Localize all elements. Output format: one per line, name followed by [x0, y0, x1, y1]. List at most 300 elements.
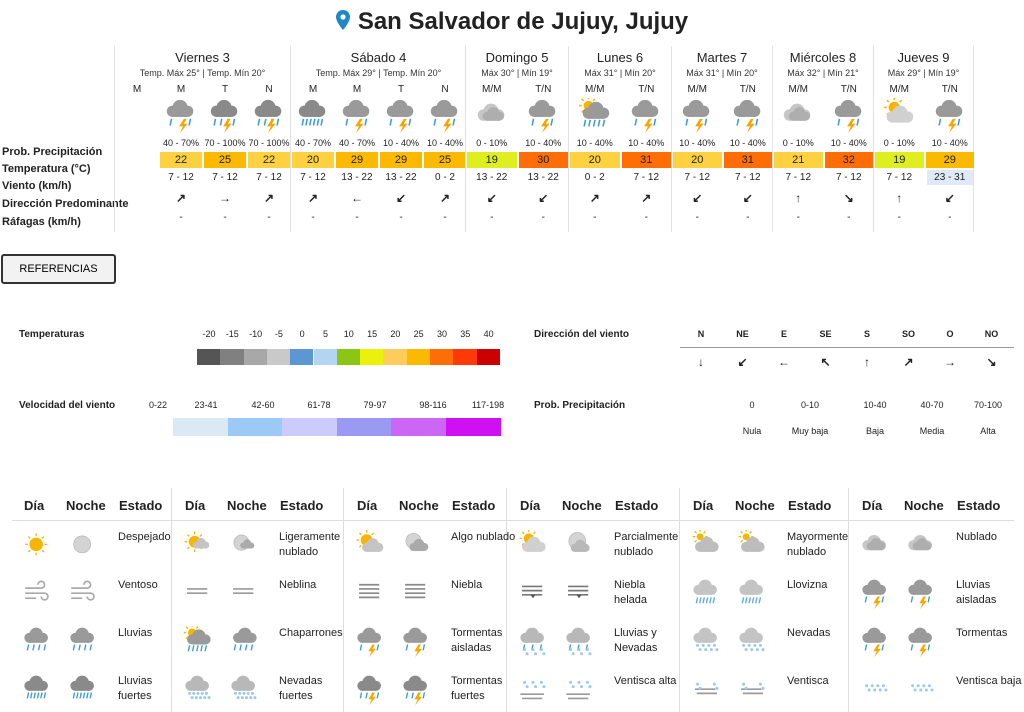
rain-icon [66, 626, 100, 658]
wind-tick: 79-97 [363, 400, 387, 410]
temp-tick: 30 [436, 329, 447, 339]
period-label: T/N [638, 84, 655, 95]
storm-icon [338, 98, 376, 134]
row-label: Dirección Predominante [2, 198, 129, 210]
precip-value: 10-40 [863, 400, 887, 410]
precip-prob: 40 - 70% [338, 138, 376, 148]
wind-speed: 7 - 12 [734, 172, 761, 183]
cloudy-icon [858, 530, 892, 562]
day-temps: Máx 29° | Mín 19° [887, 68, 960, 78]
temp-cell: 19 [467, 152, 517, 168]
day-name: Sábado 4 [350, 50, 407, 65]
partly-cloudy-icon [516, 530, 550, 562]
period-label: M [308, 84, 318, 95]
wind-gust: - [223, 212, 227, 223]
temp-color-swatch [267, 349, 290, 365]
wind-color-swatch [282, 418, 337, 436]
precip-prob: 10 - 40% [426, 138, 464, 148]
forecast-table [0, 46, 1024, 232]
weather-state-name: Neblina [279, 579, 317, 591]
grid-header: Noche [904, 498, 944, 513]
direction-name: N [697, 329, 705, 339]
temp-cell: 29 [380, 152, 422, 168]
temp-cell: 22 [248, 152, 290, 168]
sleet-icon [516, 626, 550, 658]
precip-level: Baja [865, 426, 884, 436]
temp-cell: 22 [160, 152, 202, 168]
heavy-snow-icon [181, 674, 215, 706]
weather-state-name: Tormentas [956, 627, 1008, 639]
references-button[interactable]: REFERENCIAS [1, 254, 116, 284]
precip-prob: 0 - 10% [782, 138, 814, 148]
wind-gust: - [179, 212, 183, 223]
storm-icon [382, 98, 420, 134]
heavy-rain-icon [20, 674, 54, 706]
storm-icon [904, 578, 938, 610]
temp-tick: 5 [322, 329, 328, 339]
period-column [925, 46, 976, 232]
weather-state-name: Algo nublado [451, 531, 516, 543]
storm-icon [627, 98, 665, 134]
weather-state-name: Ventisca [787, 675, 829, 687]
heavy-rain-icon [66, 674, 100, 706]
moon-partly-icon [562, 530, 596, 562]
wind-gust: - [267, 212, 271, 223]
grid-header-divider [12, 520, 1014, 521]
temp-tick: 10 [343, 329, 354, 339]
day-temps: Máx 31° | Mín 20° [584, 68, 656, 78]
wind-tick: 0-22 [148, 400, 167, 410]
wind-tick: 42-60 [251, 400, 275, 410]
weather-state-name: Niebla [451, 579, 483, 591]
day-column [568, 46, 671, 232]
storm-icon [353, 626, 387, 658]
day-column [772, 46, 873, 232]
precip-level: Media [919, 426, 945, 436]
temp-color-swatch [407, 349, 430, 365]
period-column [518, 46, 570, 232]
period-column [723, 46, 774, 232]
wind-direction-arrow-icon: ↑ [896, 191, 903, 205]
row-label: Temperatura (°C) [2, 163, 91, 175]
direction-name: S [863, 329, 870, 339]
direction-arrow-icon: ↘ [986, 355, 997, 369]
grid-header: Estado [280, 498, 324, 513]
freezing-fog-icon [562, 578, 596, 610]
wind-gust: - [847, 212, 851, 223]
weather-state-name: Tormentas fuertes [451, 675, 503, 702]
precip-prob: 10 - 40% [525, 138, 562, 148]
precip-prob: 70 - 100% [204, 138, 246, 148]
direction-name: NE [736, 329, 749, 339]
period-column [672, 46, 723, 232]
period-column [773, 46, 824, 232]
direction-name: O [946, 329, 954, 339]
temp-tick: -10 [249, 329, 263, 339]
wind-gust: - [311, 212, 315, 223]
wind-tick: 61-78 [307, 400, 331, 410]
temp-cell: 20 [570, 152, 620, 168]
weather-state-name: Mayormente nublado [787, 531, 849, 558]
period-label: M/M [889, 84, 909, 95]
day-name: Domingo 5 [485, 50, 549, 65]
temp-color-swatch [220, 349, 243, 365]
partly-cloudy-icon [880, 98, 918, 134]
period-column [423, 46, 467, 232]
grid-header: Estado [119, 498, 163, 513]
period-column [379, 46, 423, 232]
precip-legend-title: Prob. Precipitación [534, 400, 626, 411]
day-column [671, 46, 772, 232]
temp-color-swatch [430, 349, 453, 365]
temp-cell: 25 [204, 152, 246, 168]
precip-prob: 10 - 40% [628, 138, 665, 148]
temp-cell: 20 [292, 152, 334, 168]
period-label: M [132, 84, 142, 95]
period-label: N [265, 84, 273, 95]
storm-icon [858, 626, 892, 658]
storm-icon [904, 626, 938, 658]
wind-speed: 7 - 12 [168, 172, 194, 183]
wind-speed: 13 - 22 [527, 172, 559, 183]
grid-header: Noche [562, 498, 602, 513]
wind-gust: - [948, 212, 952, 223]
weather-state-name: Nevadas [787, 627, 831, 639]
showers-sun-icon [181, 626, 215, 658]
direction-legend-title: Dirección del viento [534, 329, 630, 340]
direction-arrow-icon: ↖ [820, 355, 831, 369]
temp-cell: 20 [673, 152, 722, 168]
period-column [874, 46, 925, 232]
temp-cell: 29 [336, 152, 378, 168]
period-label: M/M [585, 84, 605, 95]
wind-icon [20, 578, 54, 610]
wind-speed: 0 - 2 [434, 172, 455, 183]
mist-icon [181, 578, 215, 610]
page-title: San Salvador de Jujuy, Jujuy [357, 8, 689, 35]
wind-gust: - [593, 212, 597, 223]
direction-arrow-icon: → [944, 355, 956, 369]
wind-color-swatch [446, 418, 501, 436]
storm-icon [162, 98, 200, 134]
row-label: Viento (km/h) [2, 180, 72, 192]
wind-color-swatch [391, 418, 446, 436]
weather-state-name: Nublado [956, 531, 997, 543]
period-column [291, 46, 335, 232]
day-column [114, 46, 290, 232]
period-label: T/N [535, 84, 552, 95]
row-label: Ráfagas (km/h) [2, 216, 81, 228]
day-name: Viernes 3 [175, 50, 230, 65]
temp-cell: 29 [926, 152, 975, 168]
light-snow-icon [904, 674, 938, 706]
grid-header: Día [357, 498, 378, 513]
temp-cell: 31 [724, 152, 773, 168]
mist-icon [227, 578, 261, 610]
temp-tick: 40 [483, 329, 494, 339]
grid-header: Estado [615, 498, 659, 513]
weather-state-name: Lluvias y Nevadas [614, 627, 658, 654]
temp-legend-title: Temperaturas [19, 329, 85, 340]
freezing-fog-icon [516, 578, 550, 610]
wind-direction-arrow-icon: ← [351, 191, 363, 205]
day-name: Miércoles 8 [789, 50, 857, 65]
light-snow-icon [858, 674, 892, 706]
wind-gust: - [541, 212, 545, 223]
wind-tick: 23-41 [194, 400, 218, 410]
weather-state-name: Parcialmente nublado [614, 531, 679, 558]
precip-prob: 10 - 40% [830, 138, 867, 148]
direction-arrow-icon: ↙ [737, 355, 748, 369]
wind-direction-arrow-icon: ↗ [439, 191, 451, 205]
wind-speed: 7 - 12 [835, 172, 862, 183]
period-column [824, 46, 875, 232]
day-name: Lunes 6 [596, 50, 644, 65]
weather-state-name: Ventisca baja [956, 675, 1022, 687]
wind-direction-arrow-icon: → [219, 191, 231, 205]
temp-color-swatch [290, 349, 313, 365]
period-column [203, 46, 247, 232]
wind-speed: 7 - 12 [886, 172, 913, 183]
direction-arrow-icon: ↓ [698, 355, 704, 369]
period-column [335, 46, 379, 232]
wind-speed: 23 - 31 [927, 170, 974, 185]
moon-small-cloud-icon [227, 530, 261, 562]
day-temps: Máx 31° | Mín 20° [686, 68, 758, 78]
temp-cell: 31 [622, 152, 672, 168]
showers-icon [227, 626, 261, 658]
precip-value: 70-100 [973, 400, 1003, 410]
wind-gust: - [897, 212, 901, 223]
direction-name: SE [819, 329, 832, 339]
period-label: M [352, 84, 362, 95]
temp-tick: 0 [299, 329, 305, 339]
wind-gust: - [355, 212, 359, 223]
wind-direction-arrow-icon: ↗ [589, 191, 600, 205]
heavy-snow-icon [227, 674, 261, 706]
direction-name: SO [901, 329, 915, 339]
wind-speed: 13 - 22 [341, 172, 373, 183]
weather-state-name: Lluvias aisladas [956, 579, 997, 606]
wind-direction-arrow-icon: ↙ [692, 191, 703, 205]
blizzard-icon [562, 674, 596, 706]
grid-header: Noche [66, 498, 106, 513]
blowing-snow-icon [689, 674, 723, 706]
rain-icon [20, 626, 54, 658]
grid-header: Estado [957, 498, 1001, 513]
sun-cloud-icon [353, 530, 387, 562]
temp-cell: 21 [774, 152, 823, 168]
grid-header: Día [24, 498, 45, 513]
temp-color-swatch [244, 349, 267, 365]
period-label: T/N [941, 84, 958, 95]
weather-state-name: Ventisca alta [614, 675, 677, 687]
weather-state-name: Lluvias fuertes [118, 675, 153, 702]
period-label: M/M [482, 84, 502, 95]
wind-color-swatch [228, 418, 283, 436]
wind-gust: - [644, 212, 648, 223]
temp-color-swatch [453, 349, 476, 365]
period-column [621, 46, 673, 232]
wind-gust: - [796, 212, 800, 223]
weather-state-name: Nevadas fuertes [279, 675, 323, 702]
wind-speed: 7 - 12 [212, 172, 238, 183]
weather-state-name: Chaparrones [279, 627, 343, 639]
heavy-rain-icon [294, 98, 332, 134]
wind-tick: 98-116 [419, 400, 447, 410]
day-column [873, 46, 974, 232]
day-temps: Máx 30° | Mín 19° [481, 68, 553, 78]
precip-value: 0-10 [800, 400, 819, 410]
period-label: N [441, 84, 449, 95]
period-column [159, 46, 203, 232]
fog-icon [399, 578, 433, 610]
wind-gust: - [746, 212, 750, 223]
storm-icon [399, 626, 433, 658]
day-temps: Temp. Máx 29° | Temp. Mín 20° [315, 68, 442, 78]
temp-color-swatch [383, 349, 406, 365]
row-label: Prob. Precipitación [2, 146, 103, 158]
day-column [465, 46, 568, 232]
wind-color-swatch [337, 418, 392, 436]
day-column [290, 46, 466, 232]
precip-prob: 10 - 40% [382, 138, 420, 148]
wind-direction-arrow-icon: ↙ [395, 191, 407, 205]
wind-gust: - [490, 212, 494, 223]
precip-prob: 10 - 40% [729, 138, 766, 148]
mostly-cloudy-icon [735, 530, 769, 562]
grid-header: Día [862, 498, 883, 513]
wind-gust: - [399, 212, 403, 223]
temp-color-swatch [360, 349, 383, 365]
temp-tick: -20 [202, 329, 216, 339]
weather-state-name: Lluvias [118, 627, 153, 639]
grid-header: Noche [399, 498, 439, 513]
wind-tick: 117-198 [471, 400, 505, 410]
grid-header: Día [693, 498, 714, 513]
temp-color-swatch [197, 349, 220, 365]
direction-arrow-icon: ← [778, 355, 790, 369]
direction-arrow-icon: ↗ [903, 355, 914, 369]
wind-speed: 13 - 22 [476, 172, 508, 183]
drizzle-icon [735, 578, 769, 610]
precip-prob: 0 - 10% [883, 138, 915, 148]
temp-cell: 25 [424, 152, 466, 168]
period-column [247, 46, 291, 232]
wind-speed: 13 - 22 [385, 172, 417, 183]
wind-direction-arrow-icon: ↙ [944, 191, 955, 205]
heavy-storm-icon [250, 98, 288, 134]
storm-icon [830, 98, 868, 134]
moon-icon [66, 530, 100, 562]
weather-state-name: Ventoso [118, 579, 158, 591]
wind-direction-arrow-icon: ↗ [307, 191, 319, 205]
location-title [0, 8, 1024, 37]
day-temps: Temp. Máx 25° | Temp. Mín 20° [139, 68, 266, 78]
wind-direction-arrow-icon: ↑ [795, 191, 802, 205]
day-temps: Máx 32° | Mín 21° [787, 68, 859, 78]
precip-prob: 40 - 70% [162, 138, 200, 148]
period-column [466, 46, 518, 232]
period-label: T/N [739, 84, 756, 95]
temp-tick: -15 [225, 329, 239, 339]
cloudy-icon [473, 98, 511, 134]
temp-tick: 35 [460, 329, 471, 339]
temp-cell: 30 [519, 152, 569, 168]
fog-icon [353, 578, 387, 610]
temp-color-swatch [314, 349, 337, 365]
wind-gust: - [443, 212, 447, 223]
wind-color-swatch [173, 418, 228, 436]
weather-state-name: Tormentas aisladas [451, 627, 503, 654]
grid-header: Día [185, 498, 206, 513]
direction-divider [680, 347, 1014, 348]
drizzle-icon [689, 578, 723, 610]
grid-header: Noche [735, 498, 775, 513]
wind-direction-arrow-icon: ↙ [742, 191, 753, 205]
period-column [115, 46, 159, 232]
wind-direction-arrow-icon: ↙ [538, 191, 549, 205]
period-label: T [397, 84, 405, 95]
sun-icon [20, 530, 54, 562]
grid-header: Estado [788, 498, 832, 513]
location-pin-icon [336, 9, 350, 37]
wind-direction-arrow-icon: ↙ [486, 191, 497, 205]
period-label: T/N [840, 84, 857, 95]
blizzard-icon [516, 674, 550, 706]
temp-tick: 25 [413, 329, 424, 339]
wind-direction-arrow-icon: ↗ [263, 191, 275, 205]
storm-icon [729, 98, 767, 134]
period-label: M/M [788, 84, 808, 95]
wind-speed: 7 - 12 [256, 172, 282, 183]
precip-level: Alta [980, 426, 996, 436]
grid-header: Estado [452, 498, 496, 513]
weather-state-name: Niebla helada [614, 579, 648, 606]
wind-speed: 7 - 12 [633, 172, 660, 183]
precip-prob: 0 - 10% [476, 138, 508, 148]
day-name: Martes 7 [696, 50, 748, 65]
precip-prob: 10 - 40% [931, 138, 968, 148]
precip-level: Muy baja [791, 426, 829, 436]
heavy-storm-icon [399, 674, 433, 706]
temp-cell: 32 [825, 152, 874, 168]
precip-prob: 10 - 40% [576, 138, 613, 148]
snow-icon [689, 626, 723, 658]
precip-value: 40-70 [920, 400, 944, 410]
wind-legend-title: Velocidad del viento [19, 400, 116, 411]
heavy-storm-icon [206, 98, 244, 134]
precip-value: 0 [749, 400, 755, 410]
direction-name: NO [984, 329, 999, 339]
wind-icon [66, 578, 100, 610]
wind-direction-arrow-icon: ↗ [175, 191, 187, 205]
weather-state-name: Ligeramente nublado [279, 531, 341, 558]
storm-icon [931, 98, 969, 134]
temp-cell: 19 [875, 152, 924, 168]
wind-gust: - [695, 212, 699, 223]
temp-color-swatch [477, 349, 500, 365]
grid-header: Día [520, 498, 541, 513]
precip-level: Nula [742, 426, 762, 436]
sun-small-cloud-icon [181, 530, 215, 562]
blowing-snow-icon [735, 674, 769, 706]
cloudy-icon [779, 98, 817, 134]
wind-direction-arrow-icon: ↘ [843, 191, 854, 205]
storm-icon [678, 98, 716, 134]
temp-tick: 20 [390, 329, 401, 339]
mostly-cloudy-icon [689, 530, 723, 562]
